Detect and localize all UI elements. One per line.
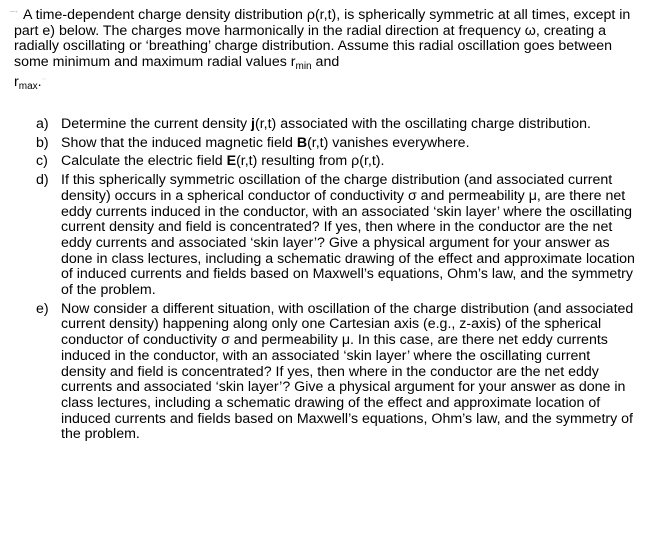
scan-artifact-tiny: `` (41, 78, 47, 86)
bold-symbol: E (226, 153, 237, 170)
r-min-subscript: min (295, 61, 312, 73)
scan-artifact-mark: ¯` (10, 10, 18, 20)
part-text: Now consider a different situation, with oscillation of the charge distribution (and associated current density) happening along only one Cartesian axis (e.g., z-axis) of the spherical conductor of conductivity σ and permeability μ. In this case, are there net eddy currents induced in the conductor, with an associated ‘skin layer’ where the oscillating current density and field is concentrated? If yes, then where in the conductor are the net eddy currents and associated ‘skin layer’? Give a physical argument for your answer as done in class lectures, including a schematic drawing of the effect and approximate location of induced currents and fields based on Maxwell’s equations, Ohm’s law, and the symmetry of the problem. (61, 300, 634, 443)
part-c (36, 154, 636, 170)
r-max-subscript: max (18, 80, 38, 92)
intro-and: and (311, 54, 340, 71)
part-label: c) (36, 153, 48, 170)
part-d (36, 173, 636, 299)
part-label: e) (36, 300, 49, 317)
intro-text: A time-dependent charge density distribution ρ(r,t), is spherically symmetric at all times, except in part e) below. The charges move harmonically in the radial direction at frequency ω, creating a radially oscillating or ‘breathing’ charge distribution. Assume this radial oscillation goes between some minimum and maximum radial values r (14, 7, 631, 71)
part-label: a) (36, 116, 49, 132)
part-text: Show that the induced magnetic field B(r,t) vanishes everywhere. (61, 134, 470, 151)
intro-period: . (37, 73, 42, 90)
part-text: Calculate the electric field E(r,t) resulting from ρ(r,t). (61, 153, 385, 170)
r-symbol: r (14, 73, 19, 90)
problem-intro (10, 7, 640, 95)
part-a (36, 117, 636, 133)
bold-symbol: B (296, 134, 308, 151)
question-parts-list (36, 117, 636, 446)
bold-symbol: j (251, 116, 255, 132)
part-text: Determine the current density j(r,t) associated with the oscillating charge distribution. (61, 116, 591, 132)
part-label: d) (36, 172, 49, 189)
part-b (36, 136, 636, 152)
part-e (36, 302, 636, 443)
part-label: b) (36, 134, 49, 151)
part-text: If this spherically symmetric oscillation of the charge distribution (and associated current density) occurs in a spherical conductor of conductivity σ and permeability μ, are there net eddy currents induced in the conductor, with an associated ‘skin layer’ where the oscillating current density and field is concentrated? If yes, then where in the conductor are the net eddy currents and associated ‘skin layer’? Give a physical argument for your answer as done in class lectures, including a schematic drawing of the effect and approximate location of induced currents and fields based on Maxwell’s equations, Ohm’s law, and the symmetry of the problem. (61, 172, 635, 299)
